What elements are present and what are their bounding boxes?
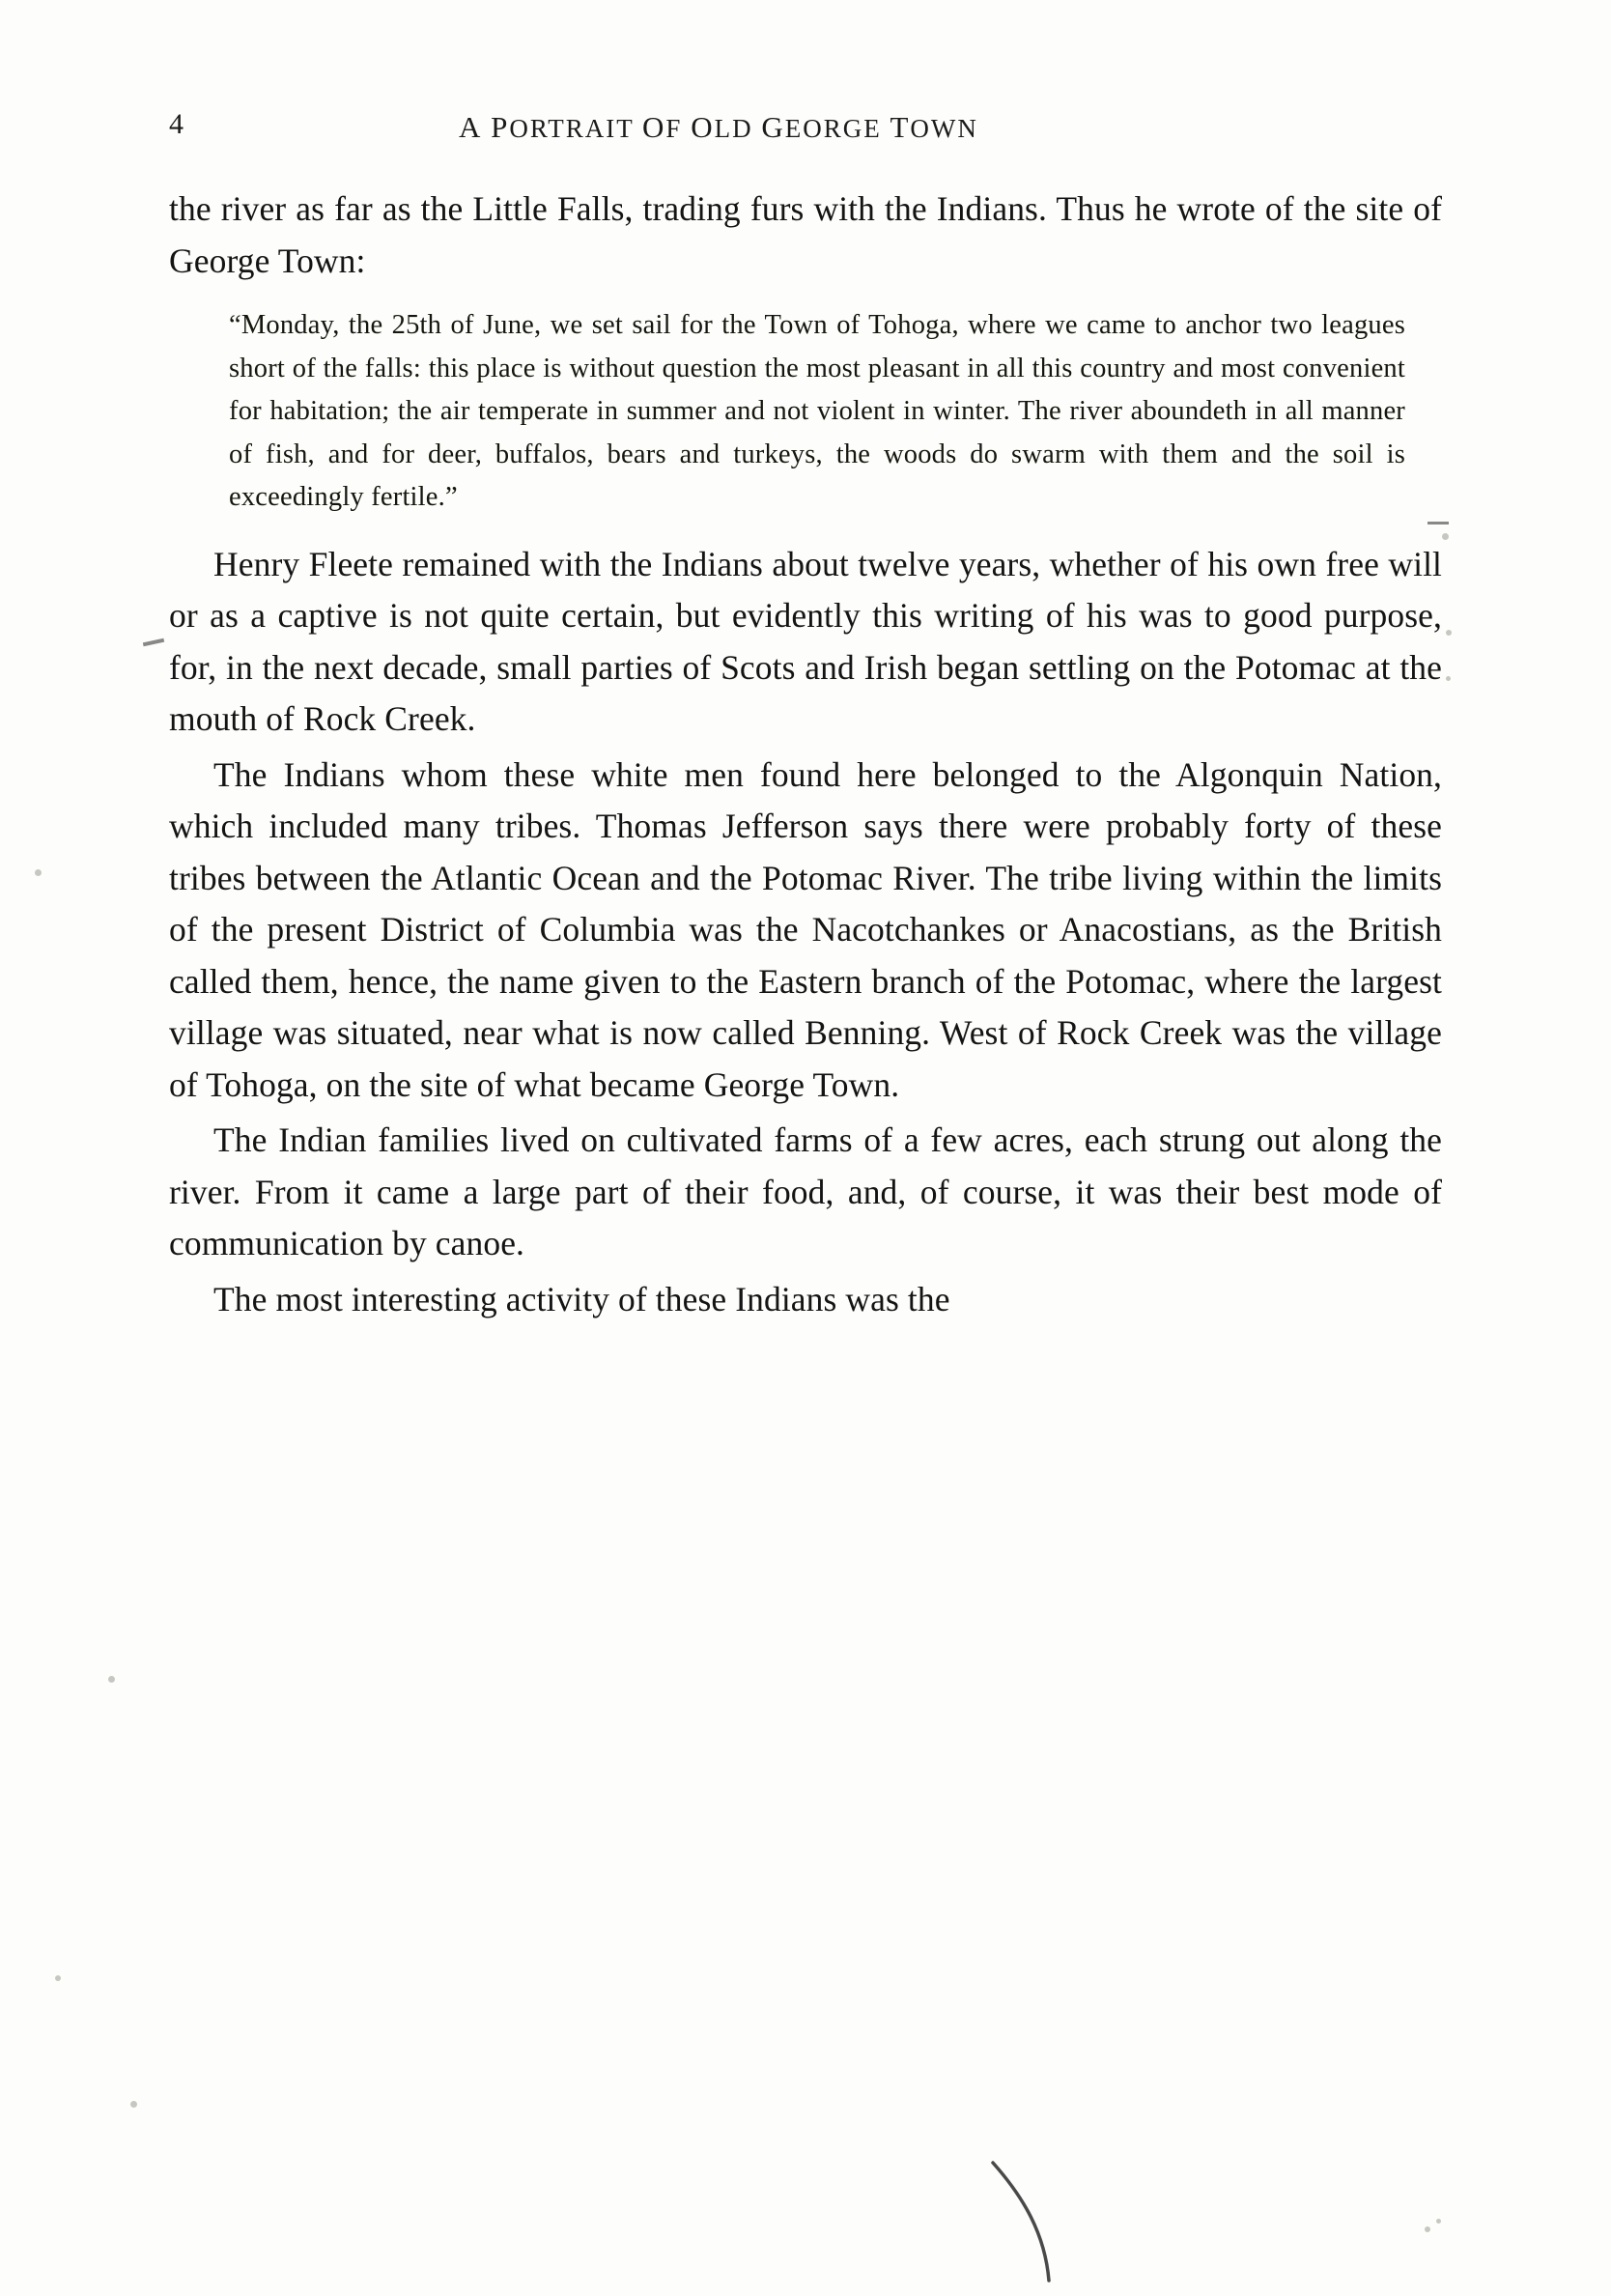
scan-speck xyxy=(1425,2226,1430,2232)
scan-speck xyxy=(108,1676,115,1683)
scan-speck xyxy=(1442,533,1449,540)
scan-speck xyxy=(130,2101,137,2108)
scan-speck xyxy=(1446,676,1451,681)
scan-mark xyxy=(1427,522,1449,524)
paragraph-3: The Indians whom these white men found here belonged to the Algonquin Nation, which included many tribes. Thomas Jefferson says there were probably forty of these tribes between the Atlantic Ocean and the Potomac River. The tribe living within the limits of the present District of Columbia was the Nacotchankes or Anacostians, as the British called them, hence, the name given to the Eastern branch of the Potomac, where the largest village was situated, near what is now called Benning. West of Rock Creek was the village of Tohoga, on the site of what became George Town. xyxy=(169,754,1442,1104)
scan-speck xyxy=(55,1975,61,1981)
paragraph-opening: the river as far as the Little Falls, trading furs with the Indians. Thus he wrote of the site of George Town: xyxy=(169,189,1442,280)
running-title: A PORTRAIT OF OLD GEORGE TOWN xyxy=(459,110,978,144)
scan-speck xyxy=(1436,2219,1441,2224)
paragraph-5: The most interesting activity of these Indians was the xyxy=(213,1279,950,1318)
running-head xyxy=(169,108,1444,147)
block-quote-text: “Monday, the 25th of June, we set sail for the Town of Tohoga, where we came to anchor two leagues short of the falls: this place is without question the most pleasant in all this country and most convenient for habitation; the air temperate in summer and not violent in winter. The river aboundeth in all manner of fish, and for deer, buffalos, bears and turkeys, the woods do swarm with them and the soil is exceedingly fertile.” xyxy=(229,310,1405,512)
paragraph-4: The Indian families lived on cultivated farms of a few acres, each strung out along the river. From it came a large part of their food, and, of course, it was their best mode of communication by canoe. xyxy=(169,1120,1442,1262)
scan-mark xyxy=(143,638,164,646)
page-number: 4 xyxy=(169,108,184,140)
ink-scribble xyxy=(985,2159,1101,2284)
scan-speck xyxy=(35,869,42,876)
scan-speck xyxy=(1446,630,1452,636)
page-body xyxy=(169,184,1442,1325)
paragraph-2: Henry Fleete remained with the Indians about twelve years, whether of his own free will or as a captive is not quite certain, but evidently this writing of his was to good purpose, for, in the next decade, small parties of Scots and Irish began settling on the Potomac at the mouth of Rock Creek. xyxy=(169,544,1442,738)
block-quote xyxy=(169,304,1442,520)
